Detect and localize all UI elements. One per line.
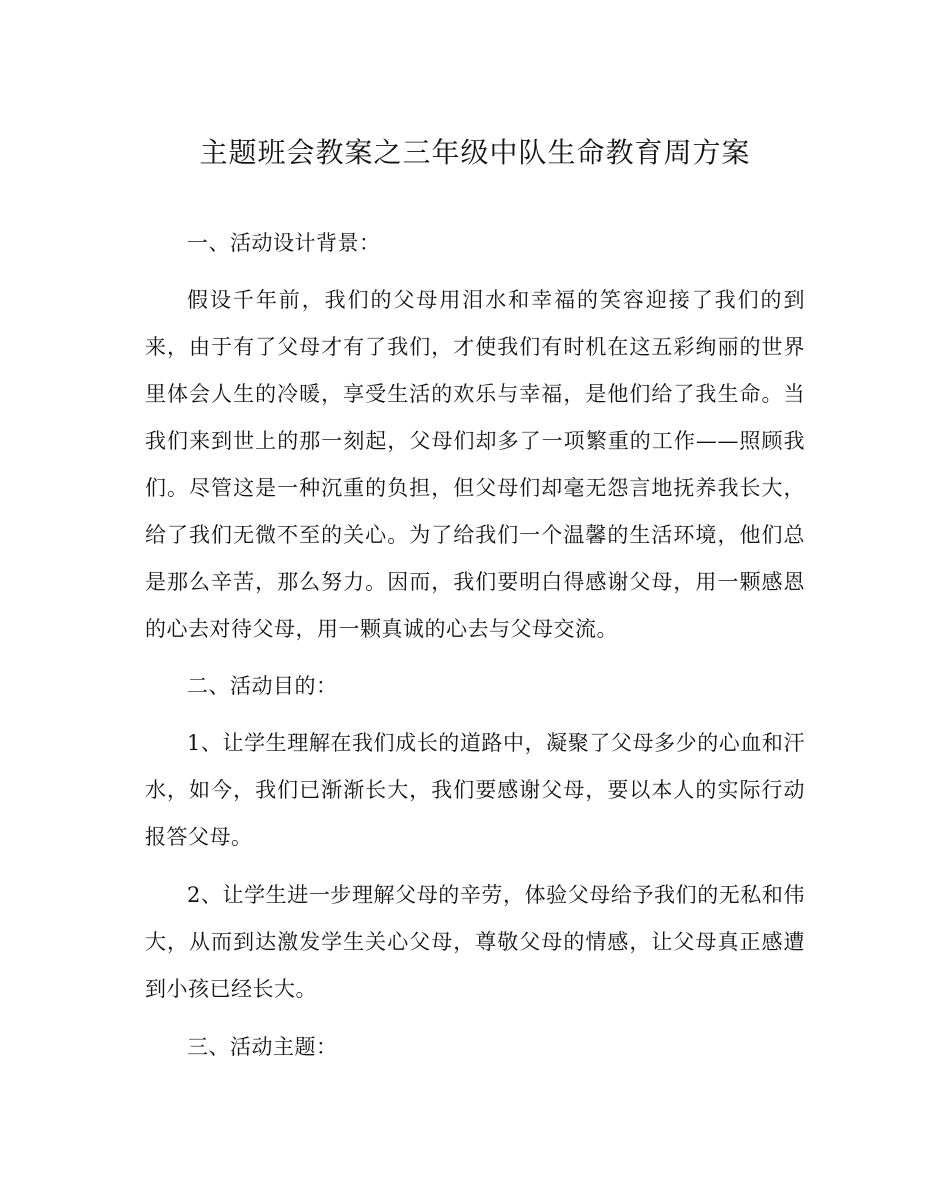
paragraph-purpose-1: 1、让学生理解在我们成长的道路中，凝聚了父母多少的心血和汗水，如今，我们已渐渐长大，我们要感谢父母，要以本人的实际行动报答父母。 xyxy=(145,731,805,849)
document-title: 主题班会教案之三年级中队生命教育周方案 xyxy=(199,136,751,169)
document-body xyxy=(145,220,805,1071)
section-heading-background: 一、活动设计背景： xyxy=(187,231,381,255)
section-heading-theme: 三、活动主题： xyxy=(187,1035,338,1059)
paragraph-purpose-2: 2、让学生进一步理解父母的辛劳，体验父母给予我们的无私和伟大，从而到达激发学生关心父母，尊敬父母的情感，让父母真正感遭到小孩已经长大。 xyxy=(145,883,805,1001)
paragraph-background: 假设千年前，我们的父母用泪水和幸福的笑容迎接了我们的到来，由于有了父母才有了我们，才使我们有时机在这五彩绚丽的世界里体会人生的冷暖，享受生活的欢乐与幸福，是他们给了我生命。当我们来到世上的那一刻起，父母们却多了一项繁重的工作——照顾我们。尽管这是一种沉重的负担，但父母们却毫无怨言地抚养我长大，给了我们无微不至的关心。为了给我们一个温馨的生活环境，他们总是那么辛苦，那么努力。因而，我们要明白得感谢父母，用一颗感恩的心去对待父母，用一颗真诚的心去与父母交流。 xyxy=(145,288,805,641)
section-heading-purpose: 二、活动目的： xyxy=(187,674,338,698)
